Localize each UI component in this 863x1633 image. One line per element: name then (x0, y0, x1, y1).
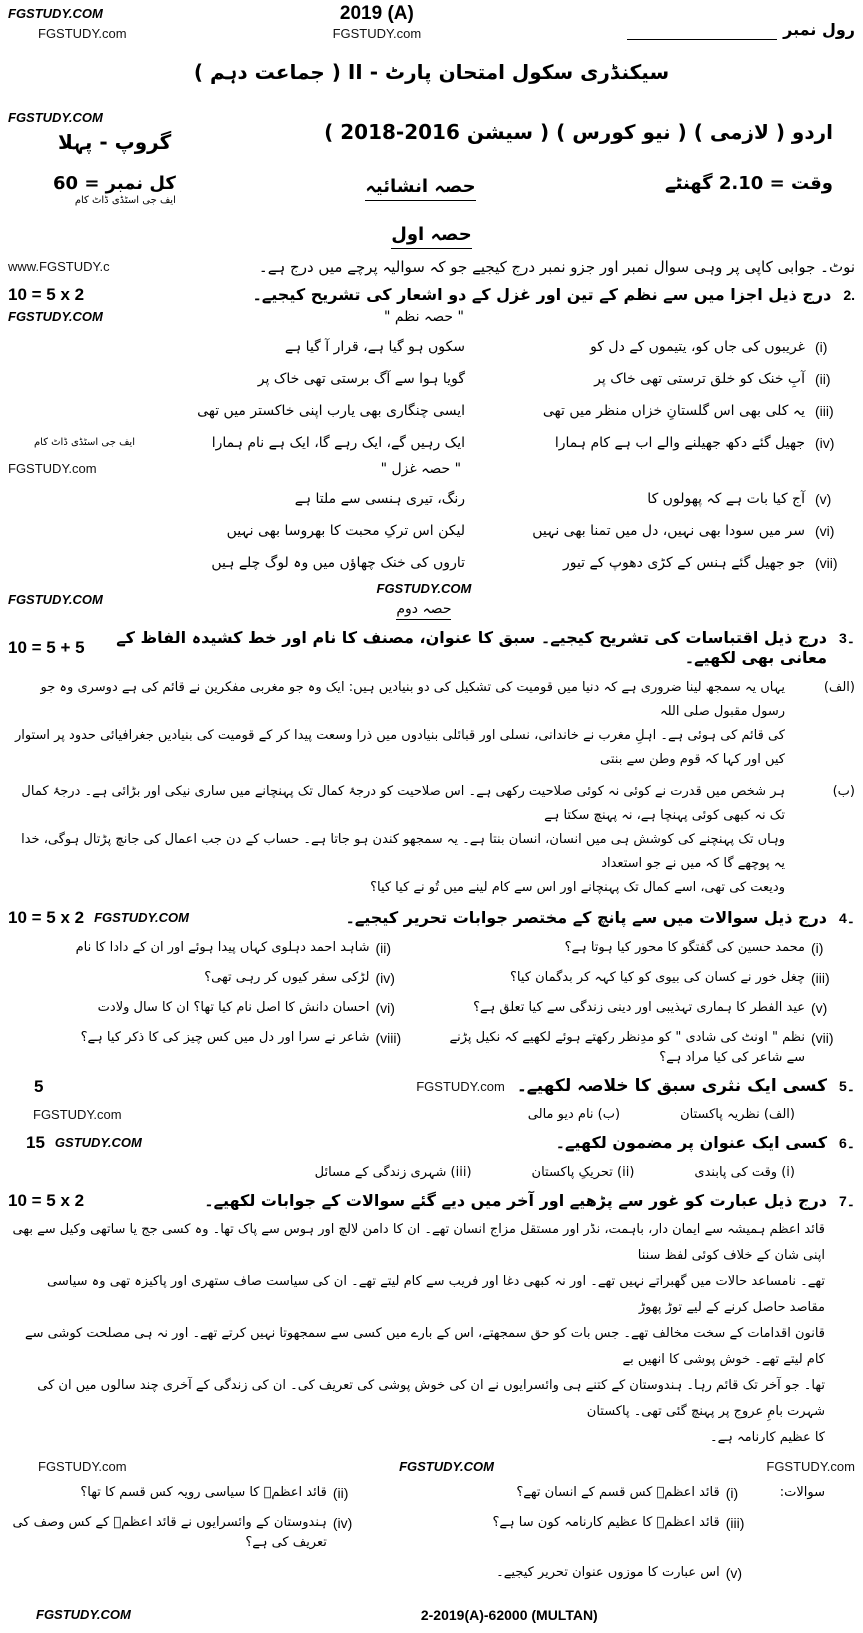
question-3-header (8, 628, 855, 668)
question-2-header (8, 285, 855, 305)
short-question-item (444, 998, 856, 1018)
watermark: FGSTUDY.COM (8, 110, 103, 125)
question-number: 2. (843, 287, 855, 303)
passage-alif (8, 676, 855, 772)
instructions-note: نوٹ۔ جوابی کاپی پر وہی سوال نمبر اور جزو نمبر درج کیجیے جو کہ سوالیہ پرچے میں درج ہے۔ (258, 258, 855, 276)
watermark: FGSTUDY.com (416, 1079, 505, 1094)
comprehension-question-grid (8, 1483, 770, 1583)
roll-number-label: رول نمبر (783, 19, 855, 39)
watermark: FGSTUDY.COM (8, 591, 103, 607)
item-number: (iv) (815, 435, 835, 451)
q7-watermark-row (8, 1457, 855, 1477)
question-3-marks-block (8, 638, 85, 658)
spacer (8, 553, 135, 573)
misra-second: ایک رہیں گے، ایک رہے گا، ایک ہے نام ہمارا (211, 435, 465, 451)
section-heading: حصہ انشائیہ (365, 174, 475, 201)
passage-line: قائد اعظم ہمیشہ سے ایمان دار، باہمت، نڈر اور مستقل مزاج انسان تھے۔ ان کا دامن لالچ اور ہوس سے پاک تھا۔ وہ کسی جج یا ساتھی وکیل سے بھی اپنی شان کے خلاف کوئی لفظ سننا (12, 1222, 825, 1263)
item-number: (iii) (811, 970, 830, 986)
question-marks: 5 (34, 1076, 44, 1096)
item-number: (viii) (375, 1030, 402, 1046)
essay-topics (8, 1163, 855, 1183)
item-number: (i) (811, 940, 824, 956)
passage-lines (8, 676, 785, 772)
question-number: 3۔ (839, 630, 855, 646)
passage-be (8, 780, 855, 900)
watermark: FGSTUDY.com (38, 1459, 127, 1474)
question-6-marks-block (8, 1133, 142, 1153)
question-5-marks-block (8, 1077, 43, 1097)
question-instruction: کسی ایک نثری سبق کا خلاصہ لکھیے۔ (516, 1076, 827, 1096)
item-number: (vi) (815, 523, 835, 539)
ghazal-heading-row (8, 459, 855, 479)
item-number: (ii) (332, 1485, 349, 1501)
short-question-item (444, 968, 856, 988)
passage-line: ہر شخص میں قدرت نے کوئی نہ کوئی صلاحیت رکھی ہے۔ اس صلاحیت کو درجۂ کمال تک پہنچانے میں ساری نیکی اور بڑائی ہے۔ درجۂ کمال تک نہ کبھی کوئی پہنچا ہے، نہ پہنچ سکتا ہے (21, 784, 785, 823)
total-marks: کل نمبر = 60 (53, 173, 176, 194)
question-marks: 15 (26, 1133, 45, 1152)
watermark: FGSTUDY.COM (94, 910, 189, 925)
subject-row (8, 108, 855, 156)
top-left-watermarks (8, 4, 127, 44)
misra-first: آج کیا بات ہے کہ پھولوں کا (647, 491, 805, 507)
question-marks: 10 = 5 x 2 (8, 285, 85, 304)
spacer (8, 369, 135, 389)
comprehension-question-item (8, 1483, 377, 1503)
item-number: (vii) (815, 555, 838, 571)
short-question: عید الفطر کا ہماری تہذیبی اور دینی زندگی سے کیا تعلق ہے؟ (473, 1000, 805, 1015)
option: (الف) نظریہ پاکستان (680, 1107, 795, 1122)
question-number: 5۔ (839, 1078, 855, 1094)
comprehension-question-item (401, 1563, 770, 1583)
misra-second: لیکن اس ترکِ محبت کا بھروسا بھی نہیں (226, 523, 465, 539)
passage-lines (8, 780, 785, 900)
question-number: 7۔ (839, 1193, 855, 1209)
misra-first: یہ کلی بھی اس گلستانِ خزاں منظر میں تھی (542, 403, 805, 419)
footer-site: FGSTUDY.COM (36, 1607, 131, 1622)
ghazal-heading: " حصہ غزل " (380, 461, 462, 477)
watermark: ایف جی اسٹڈی ڈاٹ کام (74, 195, 176, 206)
misra-second: سکوں ہو گیا ہے، قرار آ گیا ہے (284, 339, 465, 355)
q5-options-row (8, 1105, 855, 1125)
question-7-title (204, 1191, 855, 1211)
question-4-marks-block (8, 908, 189, 928)
question-5-header (8, 1076, 855, 1097)
couplet-list-ghazal (8, 489, 855, 573)
time-allowed: وقت = 2.10 گھنٹے (665, 173, 833, 194)
misra-first: جو جھیل گئے ہنس کے کڑی دھوپ کے تیور (562, 555, 805, 571)
spacer (8, 337, 135, 357)
question-marks: 10 = 5 + 5 (8, 638, 85, 657)
watermark: FGSTUDY.COM (8, 6, 103, 21)
passage-label: (ب) (832, 784, 855, 799)
question-2-marks-block (8, 285, 84, 305)
comprehension-question: قائد اعظمؒ کا عظیم کارنامہ کون سا ہے؟ (492, 1515, 720, 1530)
spacer (8, 521, 135, 541)
question-7-marks-block (8, 1191, 84, 1211)
watermark: ایف جی اسٹڈی ڈاٹ کام (33, 437, 135, 448)
question-6-title (556, 1133, 855, 1153)
watermark: FGSTUDY.com (332, 26, 422, 41)
time-marks-row (8, 174, 855, 208)
misra-second: ایسی چنگاری بھی یارب اپنی خاکستر میں تھی (197, 403, 465, 419)
misra-first: آبِ خنک کو خلق ترستی تھی خاک پر (594, 371, 805, 387)
questions-label: سوالات: (779, 1485, 825, 1500)
short-question-item (8, 1028, 420, 1068)
comprehension-passage (8, 1217, 855, 1451)
passage-line: یہاں یہ سمجھ لینا ضروری ہے کہ دنیا میں قومیت کی تشکیل کی دو بنیادیں ہیں: ایک وہ جو مغربی مفکرین نے قائم کی ہے دوسری وہ جو رسول مقبول صلی اللہ (40, 680, 785, 719)
question-instruction: درج ذیل عبارت کو غور سے پڑھیے اور آخر میں دیے گئے سوالات کے جوابات لکھیے۔ (204, 1191, 827, 1210)
item-number: (v) (815, 491, 832, 507)
spacer (8, 401, 135, 421)
couplet-list-nazm (8, 337, 855, 453)
group-block (8, 108, 171, 156)
question-instruction: درج ذیل اقتباسات کی تشریح کیجیے۔ سبق کا عنوان، مصنف کا نام اور خط کشیدہ الفاظ کے معانی بھی لکھیے۔ (116, 628, 827, 667)
short-question-item (8, 998, 420, 1018)
question-instruction: درج ذیل اجزا میں سے نظم کے تین اور غزل کے دو اشعار کی تشریح کیجیے۔ (252, 285, 832, 304)
nazm-heading: " حصہ نظم " (383, 309, 464, 325)
comprehension-question: قائد اعظمؒ کا سیاسی رویہ کس قسم کا تھا؟ (80, 1485, 327, 1500)
short-question: لڑکی سفر کیوں کر رہی تھی؟ (204, 970, 370, 985)
nazm-heading-row (8, 307, 855, 327)
item-number: (iii) (725, 1515, 745, 1531)
short-question: محمد حسین کی گفتگو کا محور کیا ہوتا ہے؟ (564, 940, 805, 955)
note-row (8, 257, 855, 277)
item-number: (i) (725, 1485, 739, 1501)
misra-first: جھیل گئے دکھ جھیلنے والے اب ہے کام ہمارا (554, 435, 805, 451)
watermark: FGSTUDY.com (8, 461, 97, 476)
item-number: (iii) (815, 403, 834, 419)
passage-line: تھا۔ جو آخر تک قائم رہا۔ ہندوستان کے کتنے ہی وائسرایوں نے ان کی خوش پوشی کی تعریف کی۔ ان کی زندگی کے آخری چند سالوں میں ان کی شہرت بامِ عروج پر پہنچ گئی تھی۔ پاکستان (37, 1378, 825, 1419)
question-instruction: درج ذیل سوالات میں سے پانچ کے مختصر جوابات تحریر کیجیے۔ (345, 908, 827, 927)
comprehension-question: قائد اعظمؒ کس قسم کے انسان تھے؟ (516, 1485, 720, 1500)
question-3-title (101, 628, 855, 668)
comprehension-questions (8, 1483, 855, 1583)
question-6-header (8, 1133, 855, 1153)
footer (8, 1605, 855, 1625)
part-one-wrap (8, 222, 855, 249)
misra-second: تاروں کی خنک چھاؤں میں وہ لوگ چلے ہیں (211, 555, 465, 571)
question-7-header (8, 1191, 855, 1211)
comprehension-question: ہندوستان کے وائسرایوں نے قائد اعظمؒ کے کس وصف کی تعریف کی ہے؟ (12, 1515, 327, 1550)
misra-second: رنگ، تیری ہنسی سے ملتا ہے (294, 491, 465, 507)
top-header (8, 4, 855, 44)
watermark: www.FGSTUDY.c (8, 259, 110, 274)
footer-paper-code: 2-2019(A)-62000 (MULTAN) (420, 1607, 598, 1623)
essay-topic: (i) وقت کی پابندی (694, 1165, 795, 1180)
watermark: FGSTUDY.com (766, 1459, 855, 1474)
misra-second: گویا ہوا سے آگ برستی تھی خاک پر (257, 371, 465, 387)
short-question-item (444, 938, 856, 958)
question-5-title (416, 1076, 855, 1097)
question-4-title (345, 908, 855, 928)
short-question-item (8, 968, 420, 988)
spacer (8, 489, 135, 509)
short-question: احسان دانش کا اصل نام کیا تھا؟ ان کا سال ولادت (97, 1000, 370, 1015)
watermark: FGSTUDY.COM (8, 309, 103, 324)
watermark: FGSTUDY.COM (376, 581, 472, 596)
misra-first: غریبوں کی جاں کو، یتیموں کے دل کو (590, 339, 805, 355)
roll-number-block (627, 9, 855, 40)
question-instruction: کسی ایک عنوان پر مضمون لکھیے۔ (555, 1133, 827, 1152)
essay-topic: (ii) تحریکِ پاکستان (531, 1165, 635, 1180)
comprehension-question-item (401, 1513, 770, 1553)
part-two-block (377, 579, 472, 620)
item-number: (v) (811, 1000, 828, 1016)
question-4-header (8, 908, 855, 928)
paper-code-block (333, 4, 422, 44)
passage-line: قانون اقدامات کے سخت مخالف تھے۔ جس بات کو حق سمجھتے، اس کے بارے میں کسی سے سمجھوتا نہیں کرتے تھے۔ اور نہ ہی مصلحت کوشی سے کام لیتے تھے۔ خوش پوشی کا انھیں بے (24, 1326, 825, 1367)
option: (ب) نام دیو مالی (527, 1107, 621, 1122)
item-number: (v) (725, 1565, 743, 1581)
question-marks: 10 = 5 x 2 (8, 1191, 85, 1210)
short-question: شاہد احمد دہلوی کہاں پیدا ہوئے اور ان کے دادا کا نام (75, 940, 370, 955)
item-number: (ii) (815, 371, 831, 387)
question-marks: 10 = 5 x 2 (8, 908, 85, 927)
passage-line: کا عظیم کارنامہ ہے۔ (710, 1430, 825, 1445)
question-2-title (253, 285, 855, 305)
item-number: (ii) (375, 940, 392, 956)
passage-line: ودیعت کی تھی، اسے کمال تک پہنچانے اور اس سے کام لینے میں تُو نے کیا کیا؟ (370, 880, 785, 895)
passage-line: تھے۔ نامساعد حالات میں گھبراتے نہیں تھے۔ اور نہ کبھی دغا اور فریب سے کام لیتے تھے۔ ان کی سیاست صاف ستھری اور پاکیزہ تھی وہ سیاسی مقاصد حاصل کرنے کے لیے توڑ پھوڑ (47, 1274, 825, 1315)
paper-code: 2019 (A) (339, 3, 414, 24)
short-question-item (444, 1028, 856, 1068)
question-number: 4۔ (839, 910, 855, 926)
short-question-list (8, 938, 855, 1068)
watermark: GSTUDY.COM (54, 1135, 142, 1150)
roll-number-line (627, 9, 777, 40)
watermark: FGSTUDY.com (33, 1107, 122, 1122)
short-question-item (8, 938, 420, 958)
q5-options (528, 1105, 855, 1125)
item-number: (i) (815, 339, 828, 355)
item-number: (iv) (332, 1515, 353, 1531)
short-question: شاعر نے سرا اور دل میں کس چیز کی کا ذکر کیا ہے؟ (80, 1030, 370, 1045)
essay-topic: (iii) شہری زندگی کے مسائل (314, 1165, 472, 1180)
subject-title: اردو ( لازمی ) ( نیو کورس ) ( سیشن 2016-2018 ) (324, 120, 833, 144)
misra-first: سر میں سودا بھی نہیں، دل میں تمنا بھی نہیں (532, 523, 805, 539)
comprehension-question: اس عبارت کا موزوں عنوان تحریر کیجیے۔ (496, 1565, 720, 1580)
watermark: FGSTUDY.com (38, 26, 127, 41)
watermark: FGSTUDY.COM (399, 1459, 494, 1474)
passage-line: وہاں تک پہنچنے کی کوشش ہی میں انسان، انسان بنتا ہے۔ یہ سمجھو کندن ہو جاتا ہے۔ حساب کے دن جب اعمال کی جانچ پڑتال ہوگی، خدا یہ پوچھے گا کہ میں نے جو استعداد (21, 832, 785, 871)
passage-line: کی قائم کی ہوئی ہے۔ اہلِ مغرب نے خاندانی، نسلی اور قبائلی بنیادوں میں ذرا وسعت پیدا کر کے قومیت کی بنیادیں جغرافیائی حدود پر استوار کیں اور کہا کہ قوم وطن سے بنتی (14, 728, 785, 767)
item-number: (iv) (375, 970, 395, 986)
comprehension-question-item (8, 1513, 377, 1553)
short-question: چغل خور نے کسان کی بیوی کو کیا کہہ کر بدگمان کیا؟ (509, 970, 805, 985)
part-two-row (8, 579, 855, 620)
item-number: (vi) (375, 1000, 395, 1016)
passage-label: (الف) (823, 680, 855, 695)
exam-title: سیکنڈری سکول امتحان پارٹ - II ( جماعت دہم ) (193, 60, 670, 84)
part-two-heading: حصہ دوم (396, 599, 451, 620)
comprehension-question-item (401, 1483, 770, 1503)
item-number: (vii) (811, 1030, 834, 1046)
short-question: نظم " اونٹ کی شادی " کو مدِنظر رکھتے ہوئے لکھیے کہ نکیل پڑنے سے شاعر کی کیا مراد ہے؟ (449, 1030, 805, 1065)
question-number: 6۔ (839, 1135, 855, 1151)
part-one-heading: حصہ اول (391, 222, 472, 249)
total-marks-block (8, 174, 176, 208)
group-label: گروپ - پہلا (58, 130, 172, 154)
